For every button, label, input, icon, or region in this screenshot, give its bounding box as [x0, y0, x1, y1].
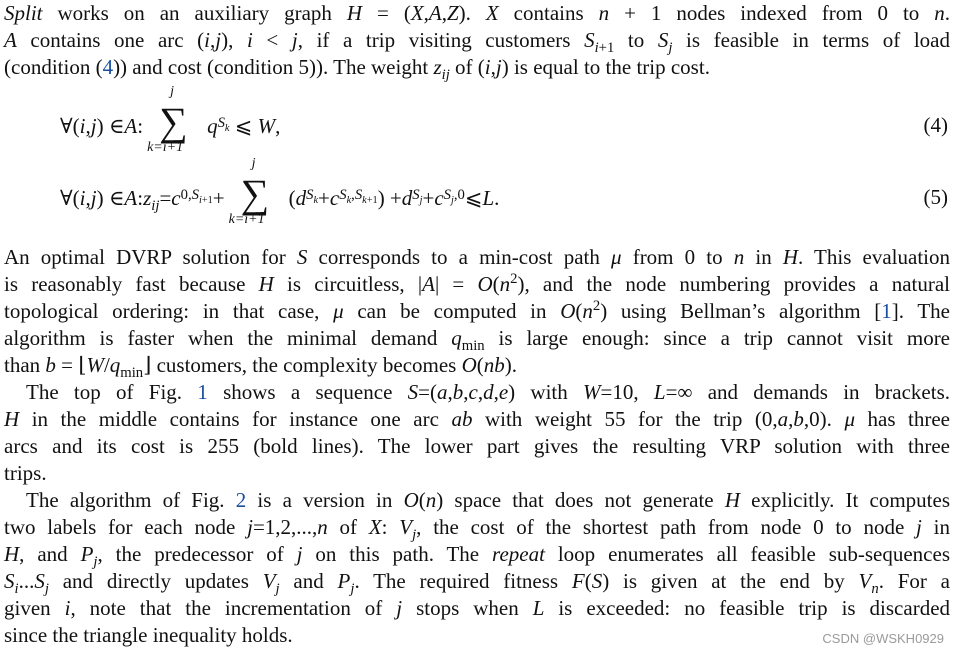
p1-line-3: (condition (4)) and cost (condition 5)). The weight $z_{ij}$ of (i,j) is equal to the trip cost. — [4, 55, 710, 84]
p3-line-2: H in the middle contains for instance one arc ab with weight 55 for the trip (0,a,b,0). μ has three — [4, 407, 950, 431]
p3-line-1: The top of Fig. 1 shows a sequence S=(a,b,c,d,e) with W=10, L=∞ and demands in brackets. — [26, 380, 951, 404]
p2-line-1: An optimal DVRP solution for S corresponds to a min-cost path μ from 0 to n in H. This evaluation — [4, 245, 950, 269]
watermark: CSDN @WSKH0929 — [822, 631, 944, 646]
p3-line-4: trips. — [4, 461, 47, 485]
p3-line-3: arcs and its cost is 255 (bold lines). The lower part gives the resulting VRP solution with three — [4, 434, 950, 458]
summation-symbol: j ∑ k=i+1 — [228, 156, 270, 227]
equation-4: ∀( i , j ) ∈ A : j ∑ k=i+1 q $S_k$ ⩽ W , (4) — [60, 84, 948, 155]
p4-line-2: two labels for each node j=1,2,...,n of X: $V_j$, the cost of the shortest path from node 0 to node j in — [4, 515, 950, 544]
p2-line-3: topological ordering: in that case, μ can be computed in $O(n^2)$ using Bellman’s algorithm [1]. The — [4, 298, 950, 323]
p2-line-5: than $b = ⌊W/q_{min}⌋$ customers, the complexity becomes O(nb). — [4, 353, 518, 382]
p2-line-4: algorithm is faster when the minimal demand $q_{min}$ is large enough: since a trip cannot visit more — [4, 326, 951, 355]
equation-number: (5) — [923, 185, 948, 209]
p4-line-1: The algorithm of Fig. 2 is a version in O(n) space that does not generate H explicitly. It computes — [26, 488, 951, 512]
p1-line-2: A contains one arc (i,j), i < j, if a trip visiting customers $S_{i+1}$ to $S_j$ is feasible in terms of load — [4, 28, 950, 57]
p4-line-3: H, and $P_j$, the predecessor of j on this path. The repeat loop enumerates all feasible sub-sequences — [4, 542, 950, 571]
p4-line-4: $S_i...S_j$ and directly updates $V_j$ and $P_j$. The required fitness F(S) is given at the end by $V_n$. For a — [4, 569, 951, 598]
equation-5: ∀( i , j ) ∈ A : $z_{ij}$ = c $0,S_{i+1}$ + j ∑ k=i+1 ( d $S_k$ + c $S_k,S_{k+1}$ ) + d $S_j$ + c $S_j,0$ ⩽ L . (5) — [60, 156, 948, 227]
summation-symbol: j ∑ k=i+1 — [147, 84, 188, 155]
equation-number: (4) — [923, 113, 948, 137]
p4-line-6: since the triangle inequality holds. — [4, 623, 293, 647]
p1-line-1: Split works on an auxiliary graph H = (X,A,Z). X contains n + 1 nodes indexed from 0 to n. — [4, 1, 951, 25]
p4-line-5: given i, note that the incrementation of j stops when L is exceeded: no feasible trip is discarded — [4, 596, 951, 620]
p2-line-2: is reasonably fast because H is circuitless, $|A| = O(n^2)$, and the node numbering provides a natural — [4, 271, 950, 296]
